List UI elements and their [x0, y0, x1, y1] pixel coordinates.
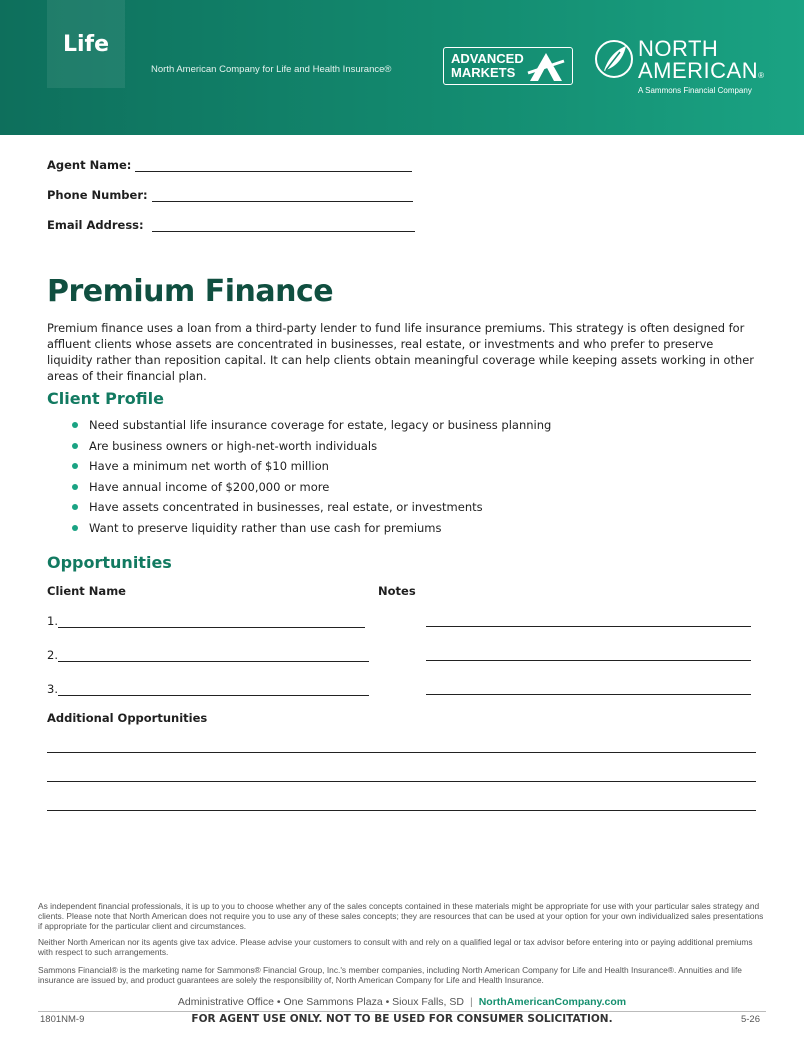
admin-office-line [0, 996, 804, 1008]
agent-name-field[interactable] [47, 158, 412, 172]
row-number: 3. [47, 682, 58, 696]
agent-name-label: Agent Name: [47, 158, 132, 172]
notes-line-1[interactable] [426, 626, 751, 627]
notes-column-header: Notes [378, 584, 416, 598]
phone-number-field[interactable] [47, 188, 413, 202]
row-number: 1. [47, 614, 58, 628]
bullet-icon [72, 504, 78, 510]
advanced-markets-line2: MARKETS [451, 65, 516, 80]
advanced-a-icon [526, 51, 566, 83]
additional-line-3[interactable] [47, 810, 756, 811]
admin-separator: | [469, 996, 473, 1008]
brand-line2: AMERICAN [638, 58, 759, 83]
opportunity-row-1[interactable] [47, 614, 365, 628]
life-tab [47, 0, 125, 88]
notes-line-2[interactable] [426, 660, 751, 661]
disclaimer-sales-concepts: As independent financial professionals, it is up to you to choose whether any of the sales concepts contained in these materials might be appropriate for use with your particular sales strategy and clients. Please note that North American does not require you to use any of these sales concepts; they are resources that can be used at your option for your own individualized sales presentations if appropriate for the particular client and circumstances. [38, 901, 764, 931]
website-link[interactable]: NorthAmericanCompany.com [478, 996, 627, 1008]
north-american-logo [594, 38, 774, 98]
list-item: Have annual income of $200,000 or more [72, 477, 551, 498]
opportunity-row-2[interactable] [47, 648, 369, 662]
advanced-markets-line1: ADVANCED [451, 51, 524, 66]
list-item: Have assets concentrated in businesses, real estate, or investments [72, 497, 551, 518]
opportunities-heading: Opportunities [47, 553, 172, 572]
header-company-name: North American Company for Life and Health Insurance® [151, 64, 392, 75]
client-name-line-2[interactable] [58, 650, 369, 662]
bullet-icon [72, 463, 78, 469]
client-name-column-header: Client Name [47, 584, 126, 598]
brand-line1: NORTH [638, 36, 719, 61]
list-item: Want to preserve liquidity rather than use cash for premiums [72, 518, 551, 539]
brand-tagline: A Sammons Financial Company [638, 86, 752, 95]
email-address-line[interactable] [152, 220, 415, 232]
bullet-icon [72, 422, 78, 428]
page-title: Premium Finance [47, 274, 334, 309]
list-item: Need substantial life insurance coverage for estate, legacy or business planning [72, 415, 551, 436]
agent-name-line[interactable] [135, 160, 412, 172]
admin-office: Administrative Office • One Sammons Plaza • Sioux Falls, SD [177, 996, 464, 1008]
email-address-label: Email Address: [47, 218, 144, 232]
agent-use-notice: FOR AGENT USE ONLY. NOT TO BE USED FOR CONSUMER SOLICITATION. [191, 1013, 613, 1025]
bullet-icon [72, 443, 78, 449]
email-address-field[interactable] [47, 218, 415, 232]
phone-number-label: Phone Number: [47, 188, 148, 202]
additional-line-2[interactable] [47, 781, 756, 782]
form-number: 1801NM-9 [40, 1014, 85, 1025]
notes-line-3[interactable] [426, 694, 751, 695]
header-banner [0, 0, 804, 135]
row-number: 2. [47, 648, 58, 662]
oak-leaf-icon [594, 38, 634, 80]
client-profile-heading: Client Profile [47, 389, 164, 408]
additional-opportunities-label: Additional Opportunities [47, 711, 208, 725]
client-profile-list [72, 415, 551, 538]
bullet-icon [72, 525, 78, 531]
list-item: Have a minimum net worth of $10 million [72, 456, 551, 477]
phone-number-line[interactable] [152, 190, 413, 202]
brand-reg: ® [758, 71, 765, 80]
advanced-markets-logo [443, 47, 573, 85]
opportunity-row-3[interactable] [47, 682, 369, 696]
date-code: 5-26 [740, 1014, 760, 1025]
disclaimer-tax-advice: Neither North American nor its agents give tax advice. Please advise your customers to consult with and rely on a qualified legal or tax advisor before entering into or paying additional premiums with respect to such arrangements. [38, 937, 753, 957]
life-label: Life [62, 31, 110, 57]
disclaimer-sammons: Sammons Financial® is the marketing name for Sammons® Financial Group, Inc.'s member companies, including North American Company for Life and Health Insurance®. Annuities and life insurance are issued by, and product guarantees are solely the responsibility of, North American Company for Life and Health Insurance. [38, 965, 742, 985]
additional-line-1[interactable] [47, 752, 756, 753]
client-name-line-3[interactable] [58, 684, 369, 696]
intro-paragraph: Premium finance uses a loan from a third-party lender to fund life insurance premiums. This strategy is often designed for affluent clients whose assets are concentrated in businesses, real estate, or investments and who prefer to preserve liquidity rather than reposition capital. It can help clients obtain meaningful coverage while keeping assets working in other areas of their financial plan. [47, 321, 754, 383]
client-name-line-1[interactable] [58, 616, 365, 628]
list-item: Are business owners or high-net-worth individuals [72, 436, 551, 457]
footer-divider [38, 1011, 766, 1012]
bullet-icon [72, 484, 78, 490]
